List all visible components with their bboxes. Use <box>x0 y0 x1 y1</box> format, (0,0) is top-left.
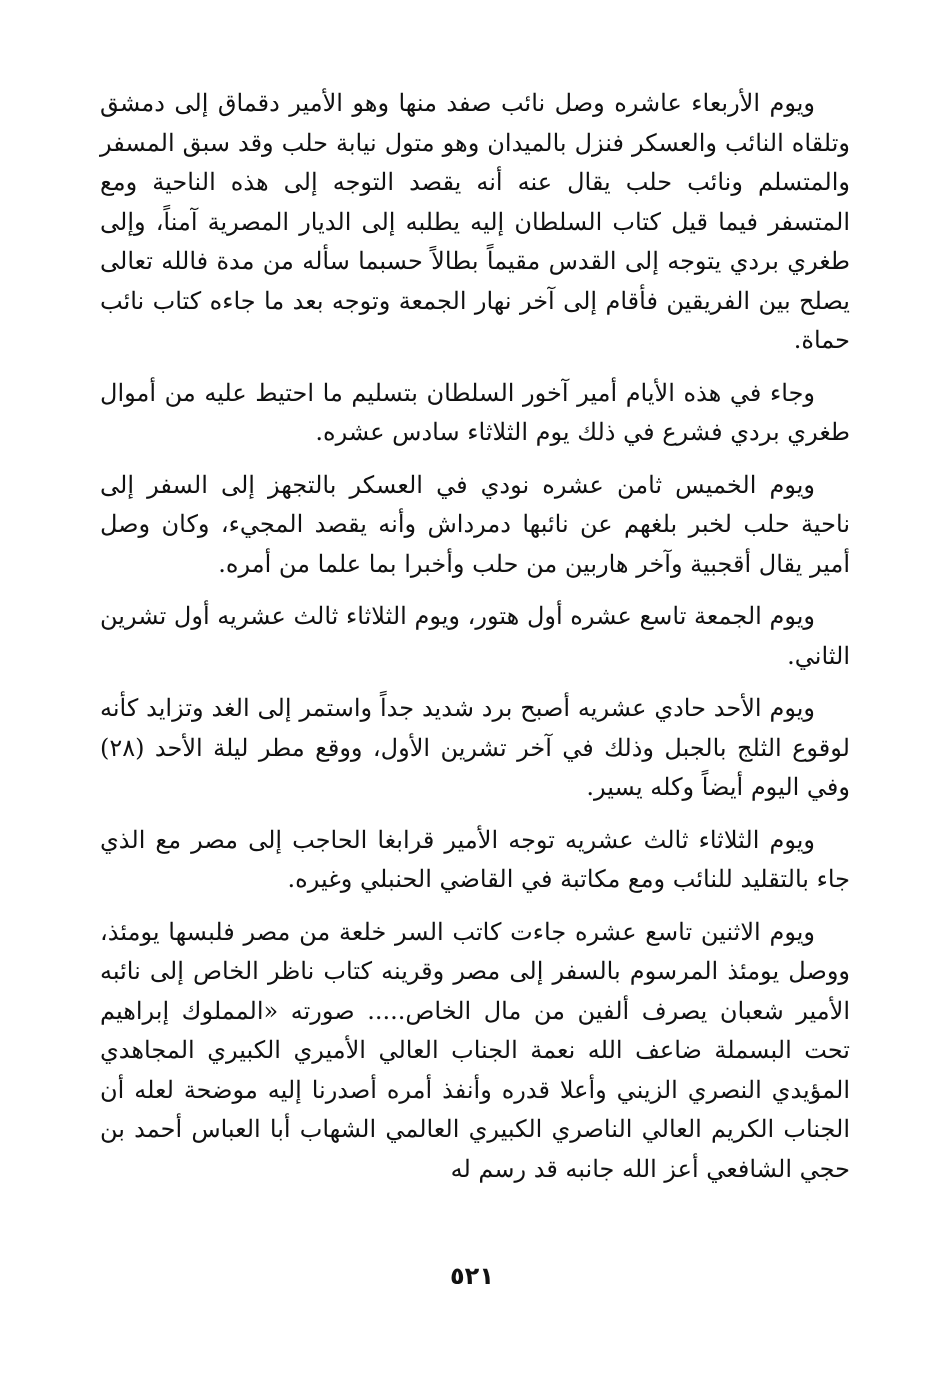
page-number: ٥٢١ <box>450 1262 494 1290</box>
paragraph-1: ويوم الأربعاء عاشره وصل نائب صفد منها وهو الأمير دقماق إلى دمشق وتلقاه النائب والعسكر فنزل بالميدان وهو متول نيابة حلب وقد سبق المسفر والمتسلم ونائب حلب يقال عنه أنه يقصد التوجه إلى هذه الناحية ومع المتسفر فيما قيل كتاب السلطان إليه يطلبه إلى الديار المصرية آمناً، وإلى طغري بردي يتوجه إلى القدس مقيماً بطالاً حسبما سأله من مدة فالله تعالى يصلح بين الفريقين فأقام إلى آخر نهار الجمعة وتوجه بعد ما جاءه كتاب نائب حماة. <box>100 89 850 354</box>
paragraph-7: ويوم الاثنين تاسع عشره جاءت كاتب السر خلعة من مصر فلبسها يومئذ، ووصل يومئذ المرسوم بالسفر إلى مصر وقرينه كتاب ناظر الخاص إلى نائبه الأمير شعبان يصرف ألفين من مال الخاص..... صورته «المملوك إبراهيم تحت البسملة ضاعف الله نعمة الجناب العالي الأميري الكبيري المجاهدي المؤيدي النصري الزيني وأعلا قدره وأنفذ أمره أصدرنا إليه موضحة لعله أن الجناب الكريم العالي الناصري الكبيري العالمي الشهاب أبا العباس أحمد بن حجي الشافعي أعز الله جانبه قد رسم له <box>100 917 851 1183</box>
paragraph-6: ويوم الثلاثاء ثالث عشريه توجه الأمير قرابغا الحاجب إلى مصر مع الذي جاء بالتقليد للنائب ومع مكاتبة في القاضي الحنبلي وغيره. <box>100 825 850 893</box>
page-body <box>100 84 850 1202</box>
paragraph-4: ويوم الجمعة تاسع عشره أول هتور، ويوم الثلاثاء ثالث عشريه أول تشرين الثاني. <box>100 602 850 670</box>
paragraph-3: ويوم الخميس ثامن عشره نودي في العسكر بالتجهز إلى السفر إلى ناحية حلب لخبر بلغهم عن نائبها دمرداش وأنه يقصد المجيء، وكان وصل أمير يقال أقجبية وآخر هاربين من حلب وأخبرا بما علما من أمره. <box>100 470 850 578</box>
paragraph-2: وجاء في هذه الأيام أمير آخور السلطان بتسليم ما احتيط عليه من أموال طغري بردي فشرع في ذلك يوم الثلاثاء سادس عشره. <box>100 378 850 446</box>
paragraph-5: ويوم الأحد حادي عشريه أصبح برد شديد جداً واستمر إلى الغد وتزايد كأنه لوقوع الثلج بالجبل وذلك في آخر تشرين الأول، ووقع مطر ليلة الأحد (٢٨) وفي اليوم أيضاً وكله يسير. <box>100 694 850 801</box>
